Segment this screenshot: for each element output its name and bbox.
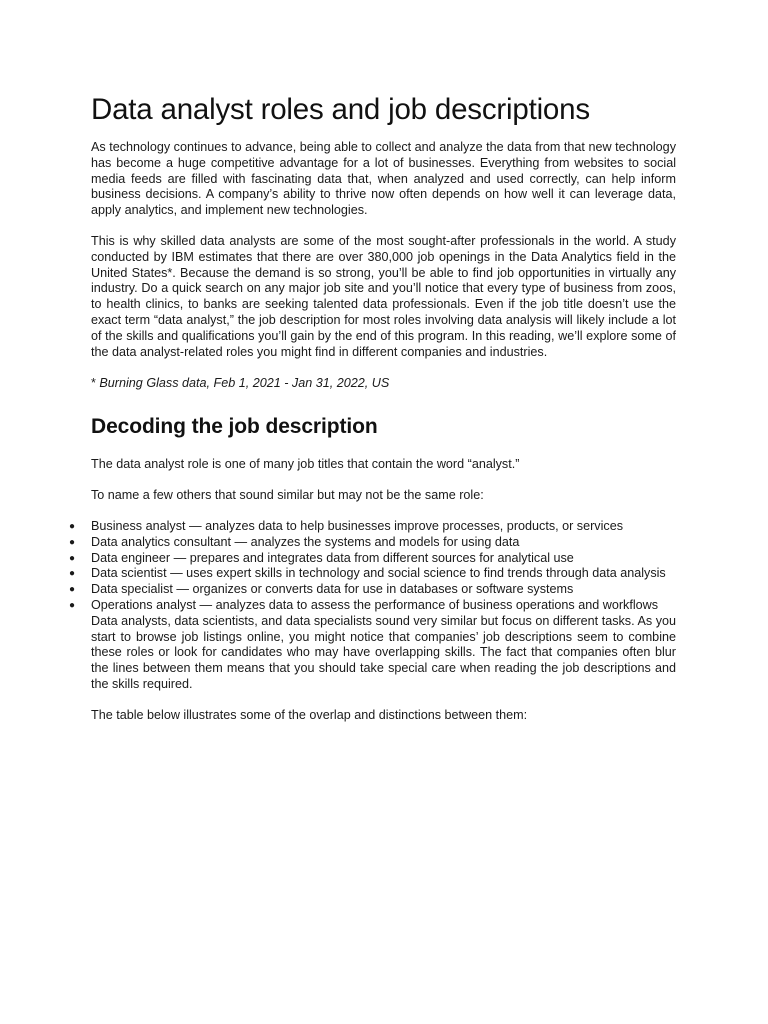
list-item-text: Operations analyst — analyzes data to assess the performance of business operations and workflows [91,597,659,612]
table-intro-paragraph: The table below illustrates some of the overlap and distinctions between them: [91,707,528,722]
list-item [69,566,676,582]
list-item [69,534,676,551]
list-item-text: Data analytics consultant — analyzes the systems and models for using data [91,534,520,549]
section-paragraph-3: Data analysts, data scientists, and data specialists sound very similar but focus on different tasks. As you start to browse job listings online, you might notice that companies’ job descriptions seem to combine these roles or look for candidates who may have overlapping skills. The fact that companies often blur the lines between them means that you should take special care when reading the job descriptions and the skills required. [91,613,676,691]
intro-paragraph-1: As technology continues to advance, being able to collect and analyze the data from that new technology has become a huge competitive advantage for a lot of businesses. Everything from websites to social media feeds are filled with fascinating data that, when analyzed and used correctly, can help inform business decisions. A company’s ability to thrive now often depends on how well it can leverage data, apply analytics, and implement new technologies. [91,140,676,218]
section-paragraph-2: To name a few others that sound similar but may not be the same role: [91,488,484,503]
list-item-text: Data engineer — prepares and integrates data from different sources for analytical use [91,550,574,565]
footnote-marker: * [91,376,96,391]
bullet-icon: ● [69,568,76,580]
list-item [69,518,676,535]
bullet-icon: ● [69,536,76,548]
section-paragraph-1: The data analyst role is one of many job titles that contain the word “analyst.” [91,457,520,472]
list-item [69,597,676,614]
intro-paragraph-2: This is why skilled data analysts are some of the most sought-after professionals in the world. A study conducted by IBM estimates that there are over 380,000 job openings in the Data Analytics field in the United States*. Because the demand is so strong, you’ll be able to find job opportunities in virtually any industry. Do a quick search on any major job site and you’ll notice that every type of business from zoos, to health clinics, to banks are seeking talented data professionals. Even if the job title doesn’t use the exact term “data analyst,” the job description for most roles involving data analysis will likely include a lot of the skills and qualifications you’ll gain by the end of this program. In this reading, we’ll explore some of the data analyst-related roles you might find in different companies and industries. [91,233,676,359]
bullet-icon: ● [69,599,76,611]
list-item [69,582,676,598]
bullet-icon: ● [69,552,76,564]
footnote [91,375,676,391]
list-item-text: Data specialist — organizes or converts data for use in databases or software systems [91,582,574,597]
list-item-text: Data scientist — uses expert skills in technology and social science to find trends through data analysis [91,566,666,581]
section-heading: Decoding the job description [91,415,378,439]
footnote-source: Burning Glass data, Feb 1, 2021 - Jan 31, 2022, US [99,376,390,391]
bullet-icon: ● [69,520,76,532]
list-item-text: Business analyst — analyzes data to help businesses improve processes, products, or services [91,518,623,533]
bullet-icon: ● [69,584,76,596]
list-item [69,550,676,567]
page-title: Data analyst roles and job descriptions [91,93,590,126]
job-titles-list [69,518,676,614]
